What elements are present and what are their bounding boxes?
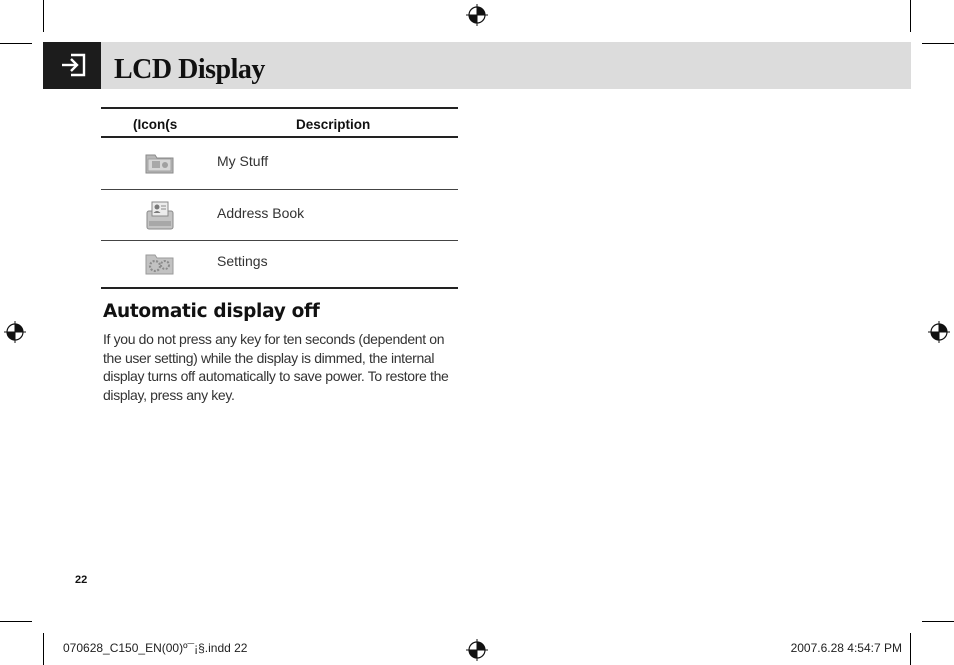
my-stuff-icon — [143, 150, 177, 181]
table-row — [101, 190, 458, 240]
print-slug-timestamp: 2007.6.28 4:54:7 PM — [790, 641, 902, 655]
address-book-icon — [143, 199, 177, 238]
settings-icon — [143, 251, 177, 282]
column-header-description: Description — [296, 117, 371, 132]
registration-mark-icon — [4, 321, 26, 343]
enter-arrow-icon — [59, 52, 87, 78]
table-rule — [101, 287, 458, 289]
registration-mark-icon — [928, 321, 950, 343]
crop-mark — [43, 633, 44, 665]
page-number: 22 — [75, 574, 88, 586]
column-header-icons: (Icon(s — [133, 117, 178, 132]
table-row — [101, 138, 458, 189]
crop-mark — [922, 43, 954, 44]
table-row — [101, 241, 458, 287]
header-icon-box — [43, 42, 101, 89]
row-description: My Stuff — [217, 153, 269, 169]
crop-mark — [922, 621, 954, 622]
crop-mark — [43, 0, 44, 32]
crop-mark — [0, 43, 32, 44]
crop-mark — [910, 633, 911, 665]
crop-mark — [0, 621, 32, 622]
registration-mark-icon — [466, 4, 488, 26]
page-title: LCD Display — [114, 54, 265, 85]
section-heading: Automatic display off — [103, 301, 320, 322]
print-slug-filename: 070628_C150_EN(00)º¯¡§.indd 22 — [63, 641, 248, 655]
section-body: If you do not press any key for ten seconds (dependent on the user setting) while the display is dimmed, the internal display turns off automatically to save power. To restore the display, press any key. — [103, 331, 449, 403]
registration-mark-icon — [466, 639, 488, 661]
table-header — [101, 109, 458, 137]
row-description: Settings — [217, 253, 268, 269]
crop-mark — [910, 0, 911, 32]
row-description: Address Book — [217, 205, 305, 221]
